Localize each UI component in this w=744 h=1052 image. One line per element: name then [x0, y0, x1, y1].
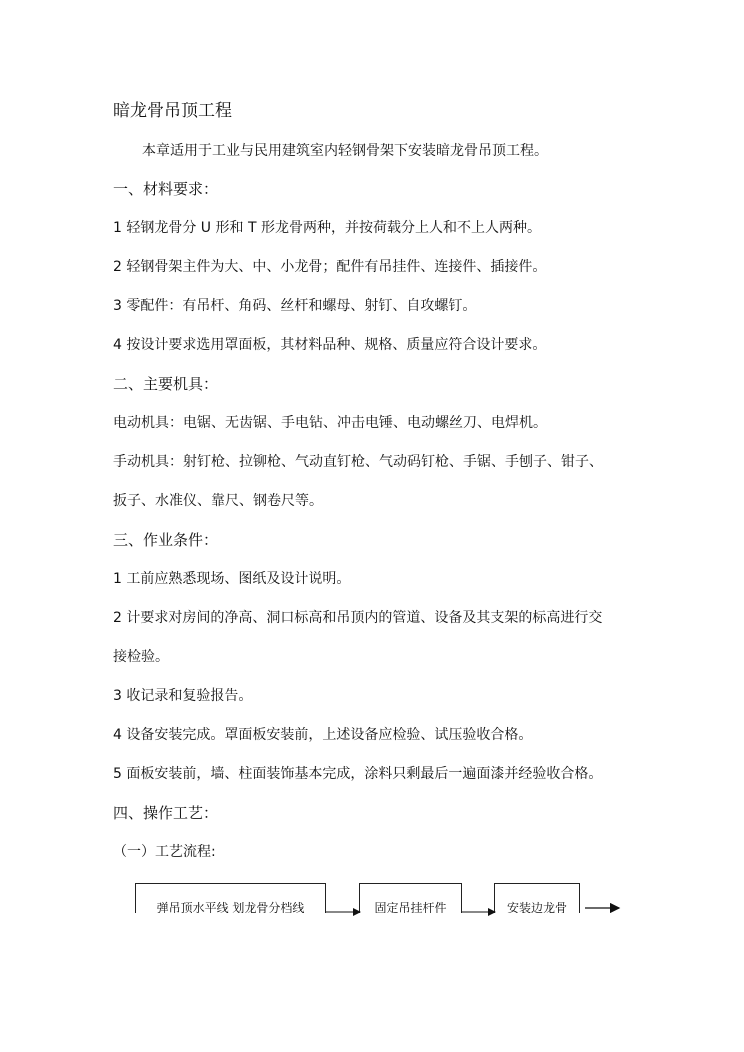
paragraph-line: 4 设备安装完成。罩面板安装前，上述设备应检验、试压验收合格。: [113, 727, 533, 743]
paragraph-line: 2 轻钢骨架主件为大、中、小龙骨；配件有吊挂件、连接件、插接件。: [113, 259, 547, 275]
paragraph-line: 3 零配件：有吊杆、角码、丝杆和螺母、射钉、自攻螺钉。: [113, 298, 477, 314]
paragraph-line: 5 面板安装前，墙、柱面装饰基本完成，涂料只剩最后一遍面漆并经验收合格。: [113, 766, 603, 782]
paragraph-line: 手动机具：射钉枪、拉铆枪、气动直钉枪、气动码钉枪、手锯、手刨子、钳子、: [113, 454, 603, 470]
subsection-heading: （一）工艺流程:: [113, 844, 216, 860]
flow-step-label: 弹吊顶水平线 划龙骨分档线: [156, 901, 305, 913]
paragraph-line: 扳子、水准仪、靠尺、钢卷尺等。: [113, 493, 323, 509]
document-title: 暗龙骨吊顶工程: [113, 101, 232, 121]
section-heading-conditions: 三、作业条件：: [113, 531, 219, 549]
paragraph-line: 电动机具：电锯、无齿锯、手电钻、冲击电锤、电动螺丝刀、电焊机。: [113, 415, 547, 431]
paragraph-line: 2 计要求对房间的净高、洞口标高和吊顶内的管道、设备及其支架的标高进行交: [113, 610, 603, 626]
section-heading-process: 四、操作工艺：: [113, 804, 219, 822]
paragraph-line: 1 工前应熟悉现场、图纸及设计说明。: [113, 571, 351, 587]
section-heading-materials: 一、材料要求：: [113, 180, 219, 198]
paragraph-line: 接检验。: [113, 649, 169, 665]
section-heading-tools: 二、主要机具：: [113, 375, 219, 393]
flow-step-label: 固定吊挂杆件: [374, 901, 447, 913]
paragraph-line: 4 按设计要求选用罩面板，其材料品种、规格、质量应符合设计要求。: [113, 337, 547, 353]
intro-paragraph: 本章适用于工业与民用建筑室内轻钢骨架下安装暗龙骨吊顶工程。: [142, 143, 548, 159]
paragraph-line: 3 收记录和复验报告。: [113, 688, 253, 704]
paragraph-line: 1 轻钢龙骨分 U 形和 T 形龙骨两种，并按荷载分上人和不上人两种。: [113, 220, 541, 236]
flow-step-label: 安装边龙骨: [506, 901, 567, 913]
